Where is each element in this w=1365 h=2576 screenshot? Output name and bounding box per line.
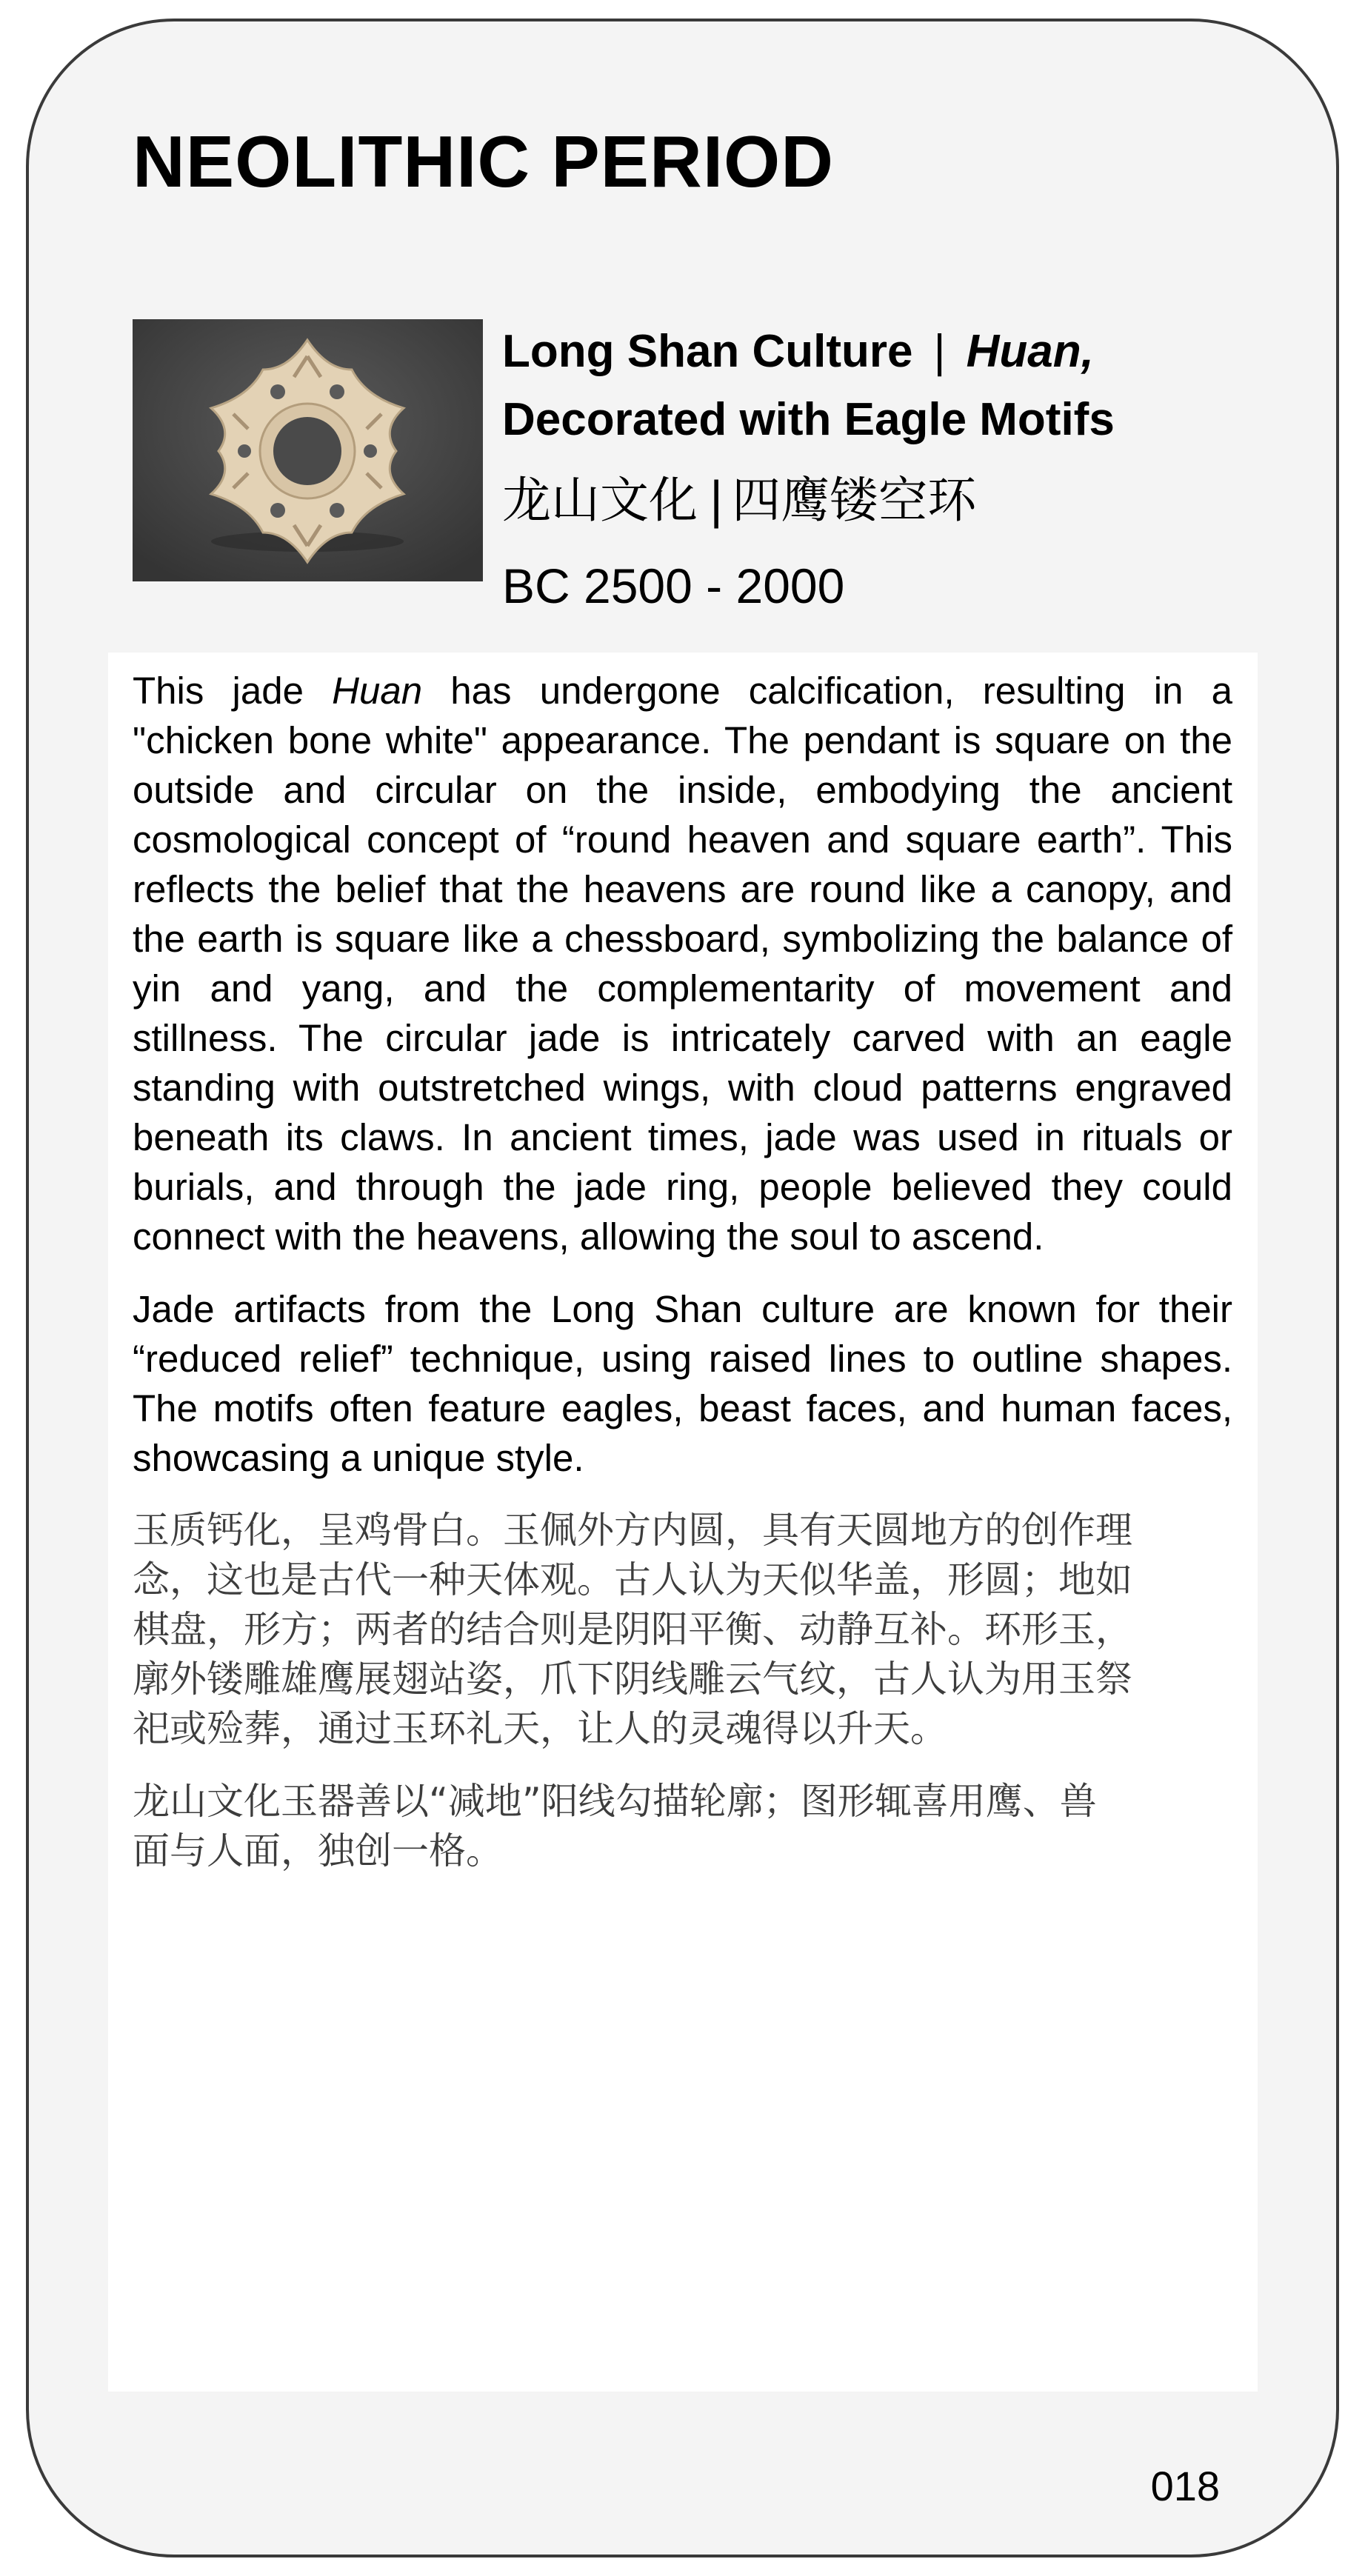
culture-name-en: Long Shan Culture	[502, 326, 913, 377]
artifact-title-zh	[502, 467, 1272, 534]
description-paragraph-en-1: This jade Huan has undergone calcification, resulting in a "chicken bone white" appearance. The pendant is square on the outside and circular on the inside, embodying the ancient cosmological concept of “round heaven and square earth”. This reflects the belief that the heavens are round like a canopy, and the earth is square like a chessboard, symbolizing the balance of yin and yang, and the complementarity of movement and stillness. The circular jade is intricately carved with an eagle standing with outstretched wings, with cloud patterns engraved beneath its claws. In ancient times, jade was used in rituals or burials, and through the jade ring, people believed they could connect with the heavens, allowing the soul to ascend.	[133, 670, 1232, 1258]
artifact-card	[26, 19, 1339, 2557]
artifact-photo	[133, 319, 483, 581]
page-number: 018	[1150, 2463, 1220, 2509]
jade-huan-pendant-icon	[133, 319, 483, 581]
description-paragraph-en-2: Jade artifacts from the Long Shan culture are known for their “reduced relief” technique, using raised lines to outline shapes. The motifs often feature eagles, beast faces, and human faces, showcasing a unique style.	[133, 1288, 1232, 1479]
description-panel	[108, 653, 1258, 2392]
period-title: NEOLITHIC PERIOD	[133, 121, 835, 202]
description-paragraph-zh-2: 龙山文化玉器善以“减地”阳线勾描轮廓；图形辄喜用鹰、兽 面与人面，独创一格。	[133, 1780, 1097, 1872]
description-paragraph-zh-1: 玉质钙化，呈鸡骨白。玉佩外方内圆，具有天圆地方的创作理 念，这也是古代一种天体观。古人认为天似华盖，形圆；地如 棋盘，形方；两者的结合则是阴阳平衡、动静互补。环形玉， 廓外镂雕雄鹰展翅站姿，爪下阴线雕云气纹，古人认为用玉祭 祀或殓葬，通过玉环礼天，让人的灵魂得以升天。	[133, 1509, 1132, 1750]
title-separator: |	[933, 326, 946, 377]
artifact-header	[502, 318, 1272, 615]
title-separator-zh: |	[708, 472, 725, 529]
culture-name-zh: 龙山文化	[502, 472, 698, 529]
artifact-name-italic: Huan,	[966, 326, 1094, 377]
artifact-name-en: Decorated with Eagle Motifs	[502, 394, 1115, 445]
artifact-title-en	[502, 318, 1272, 454]
artifact-name-zh: 四鹰镂空环	[732, 472, 977, 529]
artifact-date: BC 2500 - 2000	[502, 558, 845, 613]
